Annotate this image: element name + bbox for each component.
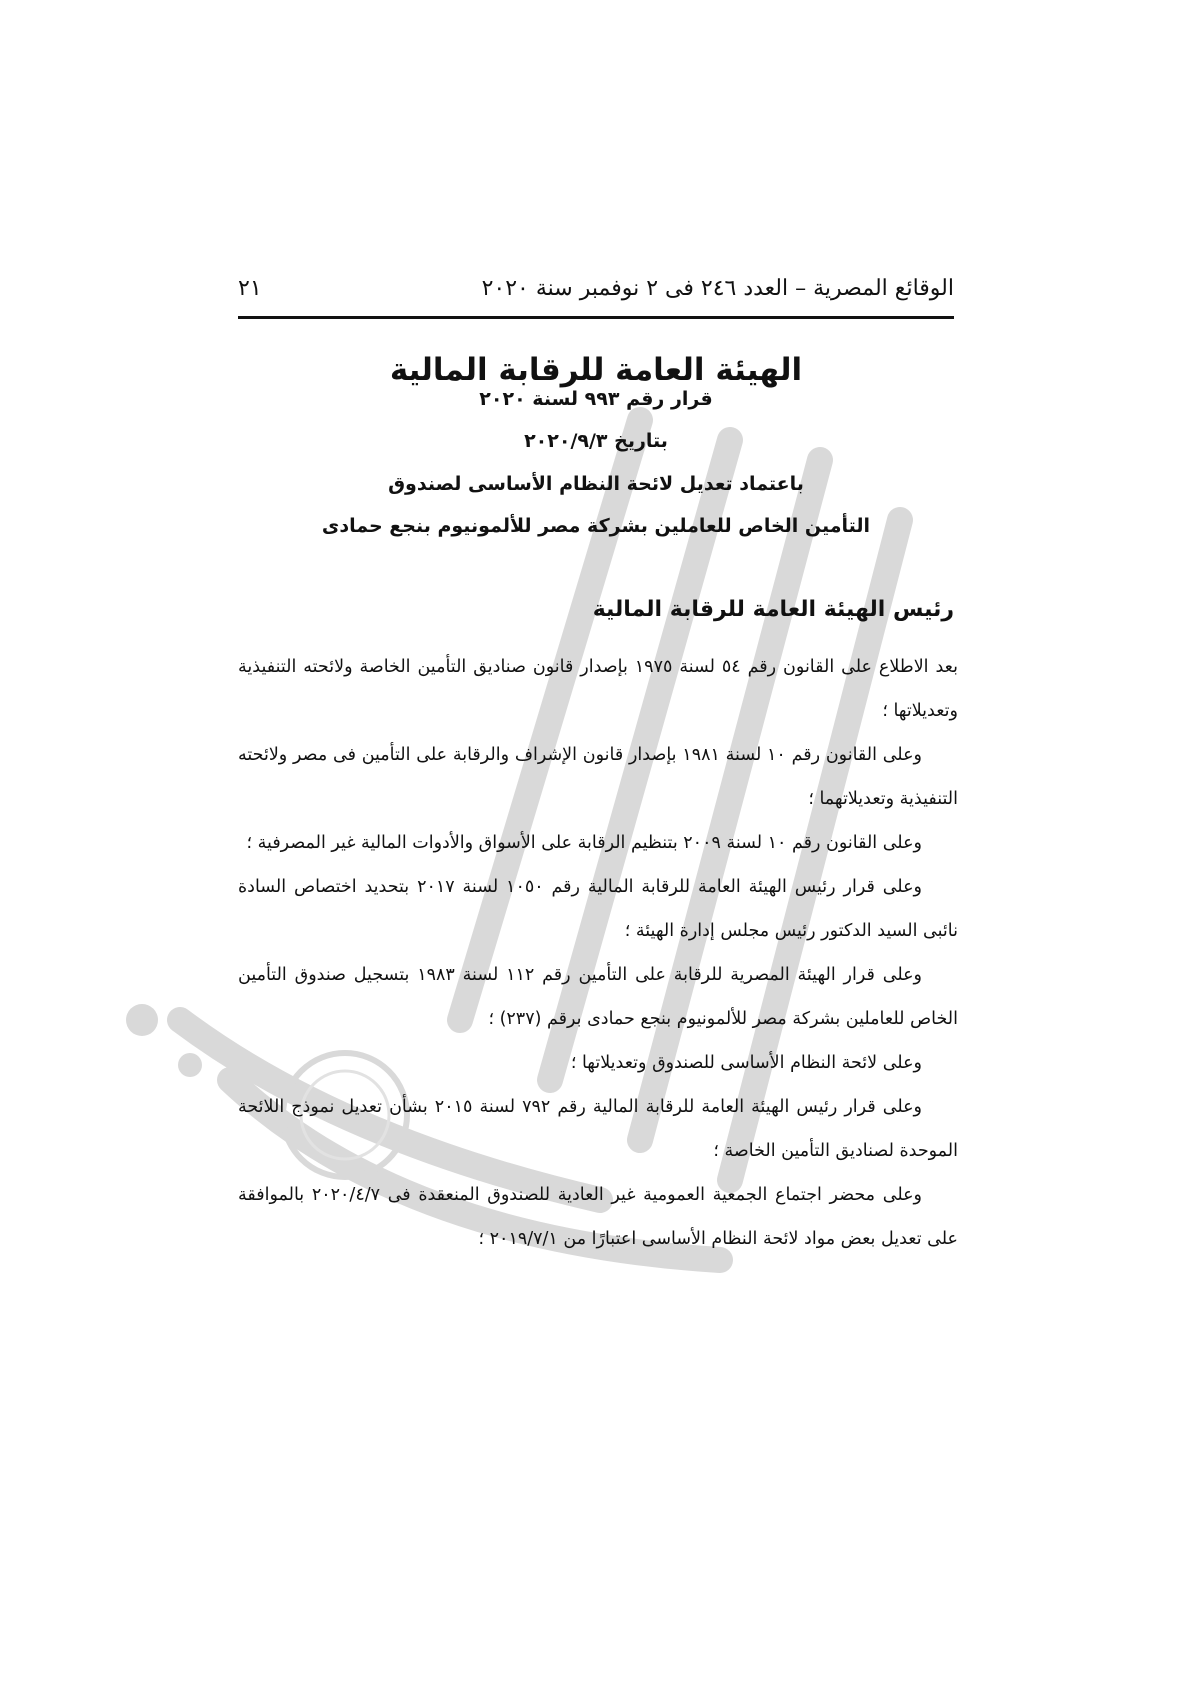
running-title: الوقائع المصرية – العدد ٢٤٦ فى ٢ نوفمبر سنة ٢٠٢٠ xyxy=(481,275,954,301)
preamble-paragraph: وعلى لائحة النظام الأساسى للصندوق وتعديلاتها ؛ xyxy=(570,1053,922,1073)
preamble-paragraph: وعلى قرار الهيئة المصرية للرقابة على التأمين رقم ١١٢ لسنة ١٩٨٣ بتسجيل صندوق التأمين الخاص للعاملين بشركة مصر للألمونيوم بنجع حمادى برقم (٢٣٧) ؛ xyxy=(238,965,958,1029)
preamble-paragraph: وعلى محضر اجتماع الجمعية العمومية غير العادية للصندوق المنعقدة فى ٢٠٢٠/٤/٧ بالموافقة على تعديل بعض مواد لائحة النظام الأساسى اعتبارًا من ٢٠١٩/٧/١ ؛ xyxy=(238,1185,958,1249)
preamble-paragraph: وعلى قرار رئيس الهيئة العامة للرقابة المالية رقم ١٠٥٠ لسنة ٢٠١٧ بتحديد اختصاص السادة نائبى السيد الدكتور رئيس مجلس إدارة الهيئة ؛ xyxy=(238,877,958,941)
preamble-body xyxy=(238,645,958,1261)
decree-date: بتاريخ ٢٠٢٠/٩/٣ xyxy=(524,430,668,452)
header-rule xyxy=(238,316,954,319)
preamble-paragraph: وعلى القانون رقم ١٠ لسنة ١٩٨١ بإصدار قانون الإشراف والرقابة على التأمين فى مصر ولائحته التنفيذية وتعديلاتهما ؛ xyxy=(238,745,958,809)
preamble-paragraph: بعد الاطلاع على القانون رقم ٥٤ لسنة ١٩٧٥ بإصدار قانون صناديق التأمين الخاصة ولائحته التنفيذية وتعديلاتها ؛ xyxy=(238,657,958,721)
issuing-authority: رئيس الهيئة العامة للرقابة المالية xyxy=(592,597,954,622)
decree-subject-line2: التأمين الخاص للعاملين بشركة مصر للألمونيوم بنجع حمادى xyxy=(321,515,871,537)
decree-subject-line1: باعتماد تعديل لائحة النظام الأساسى لصندوق xyxy=(388,473,804,495)
page-header xyxy=(238,270,954,306)
decree-number: قرار رقم ٩٩٣ لسنة ٢٠٢٠ xyxy=(479,388,713,410)
page-number: ٢١ xyxy=(238,275,262,301)
preamble-paragraph: وعلى القانون رقم ١٠ لسنة ٢٠٠٩ بتنظيم الرقابة على الأسواق والأدوات المالية غير المصرفية ؛ xyxy=(246,833,922,853)
document-title: الهيئة العامة للرقابة المالية xyxy=(389,352,803,388)
preamble-paragraph: وعلى قرار رئيس الهيئة العامة للرقابة المالية رقم ٧٩٢ لسنة ٢٠١٥ بشأن تعديل نموذج اللائحة الموحدة لصناديق التأمين الخاصة ؛ xyxy=(238,1097,958,1161)
